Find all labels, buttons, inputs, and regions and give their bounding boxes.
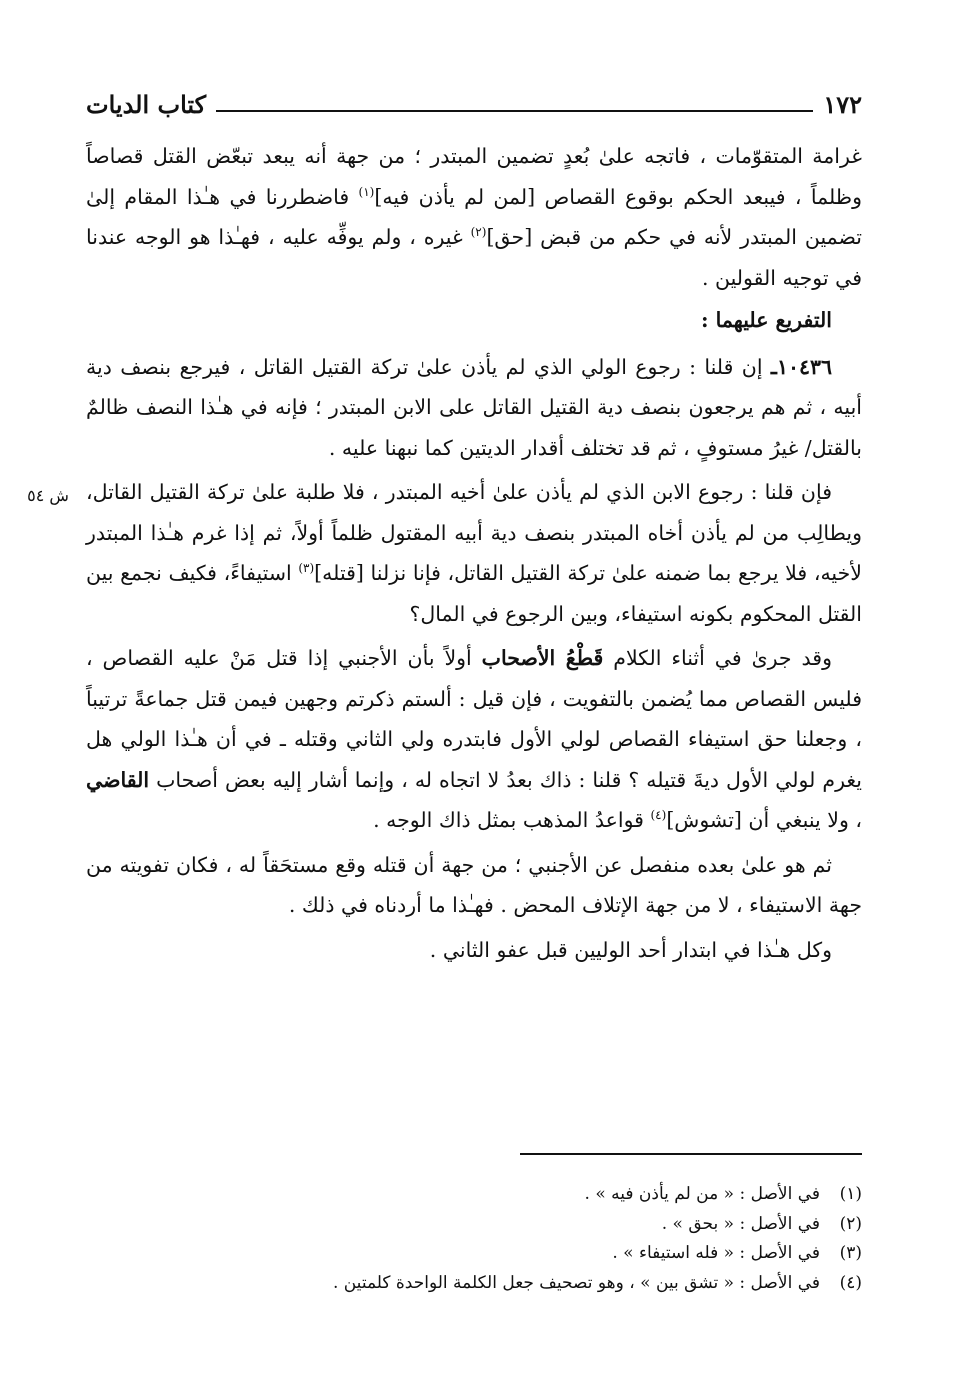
footnote-number: (١) (839, 1184, 862, 1204)
footnote-ref-4: (٤) (650, 808, 667, 823)
footnote-number: (٢) (839, 1213, 862, 1234)
footnote-text: في الأصل : « من لم يأذن فيه » . (584, 1184, 820, 1204)
subheading: التفريع عليهما : (700, 308, 832, 332)
footnote-ref-2: (٢) (470, 225, 487, 240)
footnote-number: (٣) (839, 1243, 862, 1263)
footnote-3 (86, 1239, 862, 1269)
footnote-text: في الأصل : « تشق بين » ، وهو تصحيف جعل الكلمة الواحدة كلمتين . (332, 1272, 820, 1293)
footnote-rule (520, 1153, 862, 1155)
footnote-text: في الأصل : « بحق » . (661, 1213, 820, 1234)
footnote-2 (86, 1210, 862, 1240)
footnotes (86, 1180, 862, 1298)
page-number: ١٧٢ (823, 89, 862, 119)
paragraph-5: ثم هو علىٰ بعده منفصل عن الأجنبي ؛ من جهة أن قتله وقع مستحَقاً له ، فكان تفويته من جهة الاستيفاء ، لا من جهة الإتلاف المحض . فهـٰذا ما أردناه في ذلك . (86, 852, 862, 917)
margin-note: ش ٥٤ (27, 486, 69, 505)
page-header (86, 84, 862, 124)
paragraph-6: وكل هـٰذا في ابتدار أحد الوليين قبل عفو الثاني . (429, 937, 832, 962)
body-text (86, 136, 862, 970)
issue-number: ١٠٤٣٦ـ (770, 354, 832, 379)
footnote-text: في الأصل : « فله استيفاء » . (612, 1243, 820, 1263)
footnote-ref-3: (٣) (298, 561, 315, 576)
bold-term-ashab: قَطْعُ الأصحاب (481, 646, 604, 670)
header-rule (216, 110, 813, 112)
footnote-4 (86, 1269, 862, 1299)
footnote-ref-1: (١) (358, 184, 375, 199)
footnote-1 (86, 1180, 862, 1210)
paragraph-3: فإن قلنا : رجوع الابن الذي لم يأذن علىٰ أخيه المبتدر ، فلا طلبة علىٰ تركة القتيل القاتل، ويطالِب من لم يأذن أخاه المبتدر بنصف دية أبيه المقتول ظلماً أولاً، ثم إذا غرم هـٰذا المبتدر لأخيه، فلا يرجع بما ضمنه علىٰ تركة القتيل القاتل، فإنا نزلنا [قتله]$^{(٣)}$ استيفاءً، فكيف نجمع بين القتل المحكوم بكونه استيفاء، وبين الرجوع في المال؟ (86, 480, 862, 626)
footnote-number: (٤) (839, 1272, 862, 1293)
paragraph-1: غرامة المتقوّمات ، فاتجه علىٰ بُعدٍ تضمين المبتدر ؛ من جهة أنه يبعد تبعّض القتل قصاصاً وظلماً ، فيبعد الحكم بوقوع القصاص [لمن لم يأذن فيه]$^{(١)}$ فاضطررنا في هـٰذا المقام إلىٰ تضمين المبتدر لأنه في حكم من قبض [حق]$^{(٢)}$ غيره ، ولم يوفِّه عليه ، فهـٰذا هو الوجه عندنا في توجيه القولين . (86, 144, 862, 290)
paragraph-2: ١٠٤٣٦ـ إن قلنا : رجوع الولي الذي لم يأذن علىٰ تركة القتيل القاتل ، فيرجع بنصف دية أبيه ، ثم هم يرجعون بنصف دية القتيل القاتل على الابن المبتدر ؛ فإنه في هـٰذا النصف ظالمٌ بالقتل/ غيرُ مستوفٍ ، ثم قد تختلف أقدار الديتين كما نبهنا عليه . (86, 354, 862, 460)
paragraph-4: وقد جرىٰ في أثناء الكلام قَطْعُ الأصحاب أولاً بأن الأجنبي إذا قتل مَنْ عليه القصاص ، فليس القصاص مما يُضمن بالتفويت ، فإن قيل : ألستم ذكرتم وجهين فيمن قتل جماعةً ترتيباً ، وجعلنا حق استيفاء القصاص لولي الأول فابتدره ولي الثاني وقتله ـ في أن هـٰذا الولي هل يغرم لولي الأول ديةَ قتيله ؟ قلنا : ذاك بعدُ لا اتجاه له ، وإنما أشار إليه بعض أصحاب القاضي ، ولا ينبغي أن [تشوش]$^{(٤)}$ قواعدُ المذهب بمثل ذاك الوجه . (86, 646, 862, 832)
running-title: كتاب الديات (86, 89, 207, 119)
bold-term-qadi: القاضي (86, 767, 150, 792)
